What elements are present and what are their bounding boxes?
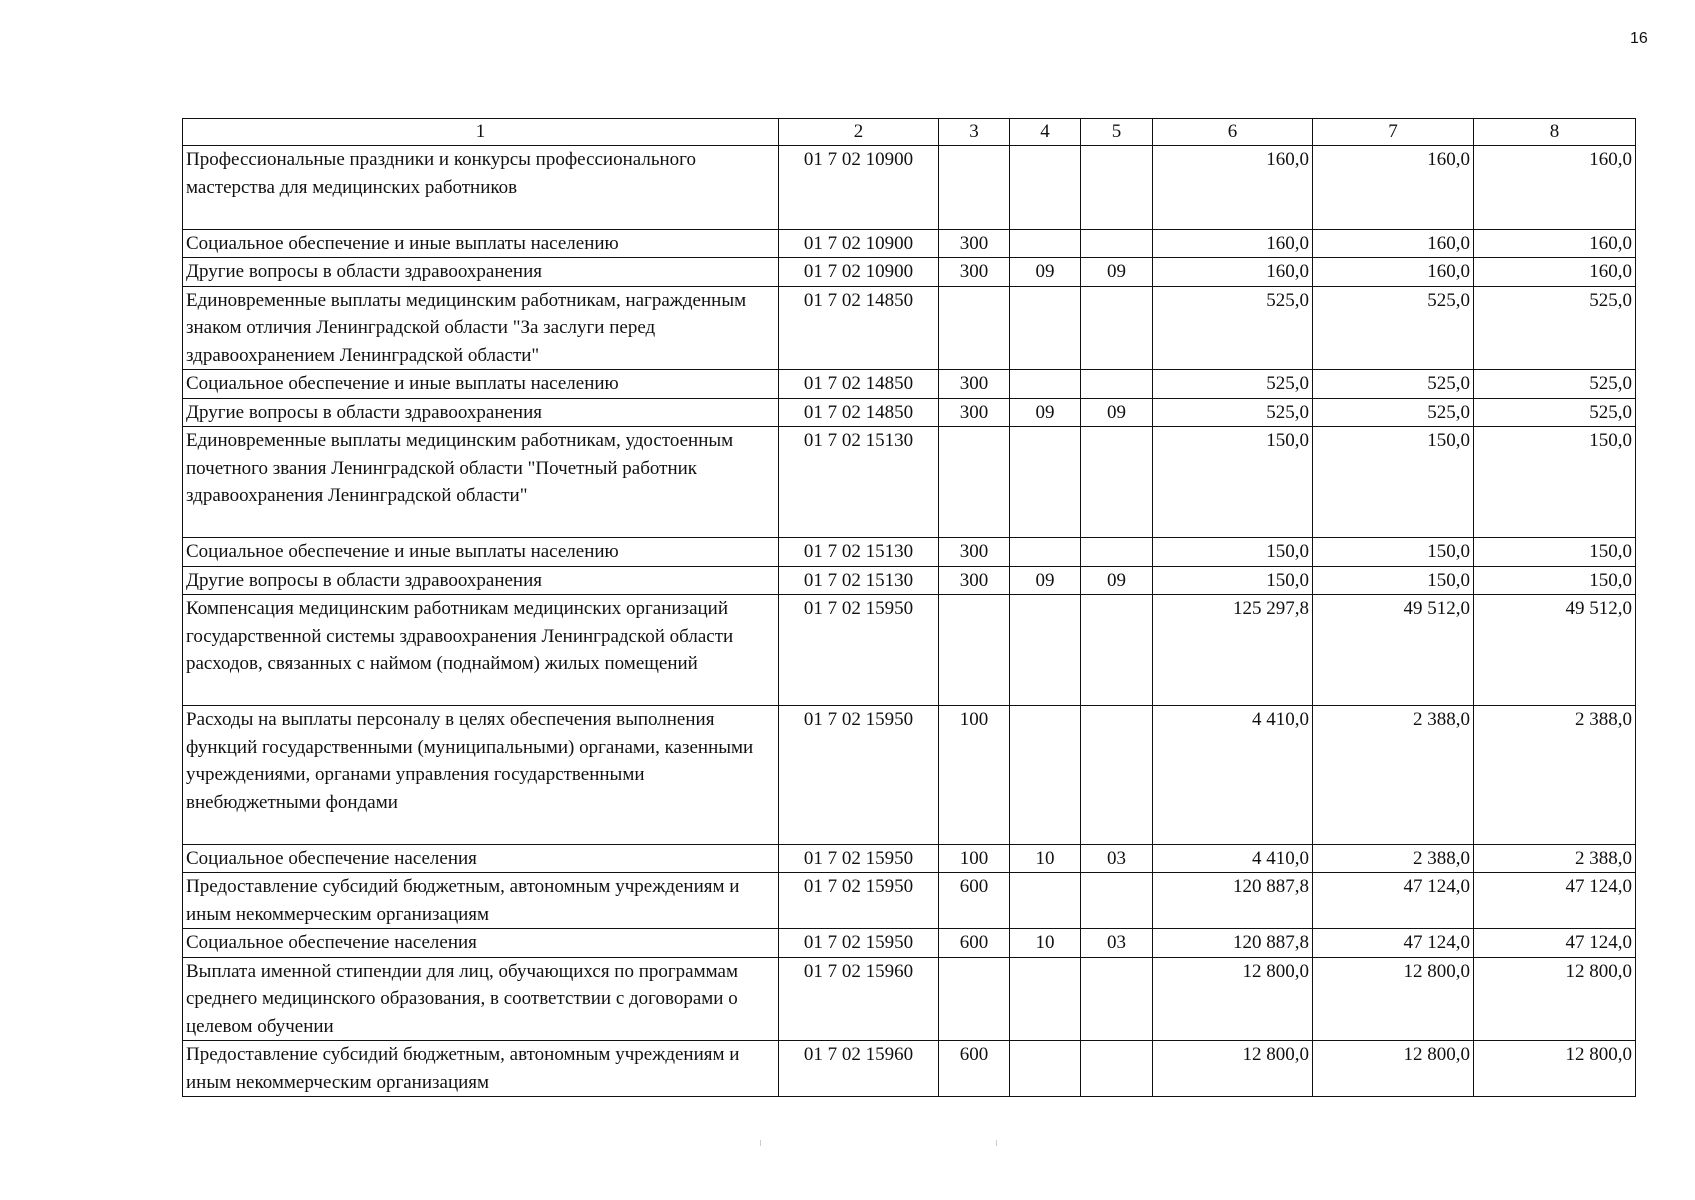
table-row [183, 706, 1636, 845]
row-name: Другие вопросы в области здравоохранения [183, 258, 779, 287]
row-col-5: 09 [1081, 258, 1153, 287]
row-value-7: 150,0 [1313, 566, 1474, 595]
row-col-4: 09 [1010, 566, 1081, 595]
row-value-8: 160,0 [1474, 229, 1636, 258]
row-value-7: 150,0 [1313, 538, 1474, 567]
row-value-7: 525,0 [1313, 286, 1474, 370]
row-name: Другие вопросы в области здравоохранения [183, 398, 779, 427]
row-col-3: 300 [939, 229, 1010, 258]
header-col-8: 8 [1474, 119, 1636, 146]
row-col-5 [1081, 427, 1153, 538]
row-name: Социальное обеспечение и иные выплаты населению [183, 538, 779, 567]
row-col-4 [1010, 146, 1081, 230]
row-name: Расходы на выплаты персоналу в целях обеспечения выполнения функций государственными (муниципальными) органами, казенными учреждениями, органами управления государственными внебюджетными фондами [183, 706, 779, 845]
row-col-3: 600 [939, 1041, 1010, 1097]
row-code: 01 7 02 15130 [779, 427, 939, 538]
row-name: Предоставление субсидий бюджетным, автономным учреждениям и иным некоммерческим организациям [183, 1041, 779, 1097]
table-row [183, 595, 1636, 706]
row-col-4 [1010, 370, 1081, 399]
row-code: 01 7 02 14850 [779, 398, 939, 427]
row-code: 01 7 02 15950 [779, 595, 939, 706]
header-col-3: 3 [939, 119, 1010, 146]
row-col-3: 100 [939, 706, 1010, 845]
row-col-5 [1081, 538, 1153, 567]
table-row [183, 844, 1636, 873]
row-col-5 [1081, 595, 1153, 706]
row-value-8: 160,0 [1474, 258, 1636, 287]
scan-mark [760, 1140, 761, 1146]
row-value-8: 49 512,0 [1474, 595, 1636, 706]
row-col-4 [1010, 427, 1081, 538]
row-col-4 [1010, 286, 1081, 370]
header-col-4: 4 [1010, 119, 1081, 146]
row-value-6: 12 800,0 [1153, 957, 1313, 1041]
table-row [183, 1041, 1636, 1097]
row-value-7: 525,0 [1313, 370, 1474, 399]
row-value-6: 120 887,8 [1153, 873, 1313, 929]
row-value-7: 160,0 [1313, 229, 1474, 258]
row-code: 01 7 02 10900 [779, 258, 939, 287]
row-code: 01 7 02 15950 [779, 873, 939, 929]
row-value-8: 525,0 [1474, 370, 1636, 399]
row-value-6: 525,0 [1153, 370, 1313, 399]
row-col-3 [939, 146, 1010, 230]
row-value-6: 160,0 [1153, 146, 1313, 230]
row-value-7: 12 800,0 [1313, 1041, 1474, 1097]
table-row [183, 286, 1636, 370]
row-value-7: 12 800,0 [1313, 957, 1474, 1041]
row-col-5 [1081, 229, 1153, 258]
row-col-4 [1010, 706, 1081, 845]
row-name: Социальное обеспечение и иные выплаты населению [183, 229, 779, 258]
table-row [183, 258, 1636, 287]
row-value-6: 150,0 [1153, 538, 1313, 567]
row-col-4 [1010, 595, 1081, 706]
row-value-6: 150,0 [1153, 566, 1313, 595]
row-code: 01 7 02 15960 [779, 1041, 939, 1097]
row-value-8: 2 388,0 [1474, 706, 1636, 845]
row-value-6: 160,0 [1153, 258, 1313, 287]
row-col-5: 03 [1081, 844, 1153, 873]
row-name: Профессиональные праздники и конкурсы профессионального мастерства для медицинских работников [183, 146, 779, 230]
row-col-3 [939, 427, 1010, 538]
row-col-5 [1081, 873, 1153, 929]
row-value-6: 120 887,8 [1153, 929, 1313, 958]
row-col-4 [1010, 873, 1081, 929]
table-row [183, 229, 1636, 258]
table-row [183, 538, 1636, 567]
row-name: Социальное обеспечение населения [183, 929, 779, 958]
row-value-8: 150,0 [1474, 538, 1636, 567]
row-col-4 [1010, 1041, 1081, 1097]
row-value-7: 2 388,0 [1313, 706, 1474, 845]
table-row [183, 427, 1636, 538]
row-name: Социальное обеспечение населения [183, 844, 779, 873]
row-value-7: 160,0 [1313, 146, 1474, 230]
row-value-6: 150,0 [1153, 427, 1313, 538]
row-col-3: 300 [939, 370, 1010, 399]
row-col-3: 600 [939, 929, 1010, 958]
row-col-4: 09 [1010, 258, 1081, 287]
row-col-4 [1010, 957, 1081, 1041]
row-value-6: 525,0 [1153, 286, 1313, 370]
row-col-3: 300 [939, 398, 1010, 427]
table-row [183, 370, 1636, 399]
scan-mark [996, 1140, 997, 1146]
row-value-8: 12 800,0 [1474, 957, 1636, 1041]
row-name: Предоставление субсидий бюджетным, автономным учреждениям и иным некоммерческим организациям [183, 873, 779, 929]
row-code: 01 7 02 15950 [779, 706, 939, 845]
row-col-3 [939, 286, 1010, 370]
table-row [183, 957, 1636, 1041]
row-value-6: 125 297,8 [1153, 595, 1313, 706]
row-col-3 [939, 595, 1010, 706]
row-value-6: 4 410,0 [1153, 706, 1313, 845]
row-value-8: 525,0 [1474, 286, 1636, 370]
row-col-3: 300 [939, 566, 1010, 595]
row-col-5: 09 [1081, 398, 1153, 427]
table-row [183, 566, 1636, 595]
row-name: Другие вопросы в области здравоохранения [183, 566, 779, 595]
row-col-4 [1010, 229, 1081, 258]
row-name: Социальное обеспечение и иные выплаты населению [183, 370, 779, 399]
row-name: Единовременные выплаты медицинским работникам, удостоенным почетного звания Ленинградской области "Почетный работник здравоохранения Ленинградской области" [183, 427, 779, 538]
row-value-8: 12 800,0 [1474, 1041, 1636, 1097]
header-col-2: 2 [779, 119, 939, 146]
row-value-8: 525,0 [1474, 398, 1636, 427]
row-col-4: 10 [1010, 929, 1081, 958]
row-col-5 [1081, 286, 1153, 370]
header-col-5: 5 [1081, 119, 1153, 146]
row-col-3 [939, 957, 1010, 1041]
table-header-row [183, 119, 1636, 146]
header-col-7: 7 [1313, 119, 1474, 146]
row-value-8: 150,0 [1474, 566, 1636, 595]
row-code: 01 7 02 15950 [779, 929, 939, 958]
header-col-1: 1 [183, 119, 779, 146]
row-value-7: 47 124,0 [1313, 929, 1474, 958]
header-col-6: 6 [1153, 119, 1313, 146]
row-code: 01 7 02 15950 [779, 844, 939, 873]
table-row [183, 146, 1636, 230]
row-name: Единовременные выплаты медицинским работникам, награжденным знаком отличия Ленинградской области "За заслуги перед здравоохранением Ленинградской области" [183, 286, 779, 370]
row-value-8: 160,0 [1474, 146, 1636, 230]
row-value-6: 12 800,0 [1153, 1041, 1313, 1097]
table-row [183, 929, 1636, 958]
page-number: 16 [1630, 30, 1648, 47]
table-row [183, 398, 1636, 427]
row-value-7: 49 512,0 [1313, 595, 1474, 706]
row-col-3: 600 [939, 873, 1010, 929]
row-col-5 [1081, 146, 1153, 230]
row-value-8: 150,0 [1474, 427, 1636, 538]
row-code: 01 7 02 14850 [779, 286, 939, 370]
row-col-3: 100 [939, 844, 1010, 873]
row-col-5 [1081, 1041, 1153, 1097]
row-code: 01 7 02 10900 [779, 146, 939, 230]
row-code: 01 7 02 15130 [779, 566, 939, 595]
row-value-7: 150,0 [1313, 427, 1474, 538]
row-col-5: 03 [1081, 929, 1153, 958]
row-value-6: 160,0 [1153, 229, 1313, 258]
row-value-7: 160,0 [1313, 258, 1474, 287]
row-name: Компенсация медицинским работникам медицинских организаций государственной системы здравоохранения Ленинградской области расходов, связанных с наймом (поднаймом) жилых помещений [183, 595, 779, 706]
row-col-4: 09 [1010, 398, 1081, 427]
row-code: 01 7 02 10900 [779, 229, 939, 258]
row-col-5 [1081, 706, 1153, 845]
row-code: 01 7 02 15130 [779, 538, 939, 567]
table-row [183, 873, 1636, 929]
row-value-8: 47 124,0 [1474, 873, 1636, 929]
row-col-3: 300 [939, 538, 1010, 567]
budget-table [182, 118, 1636, 1097]
row-col-5 [1081, 370, 1153, 399]
row-value-7: 525,0 [1313, 398, 1474, 427]
row-value-6: 525,0 [1153, 398, 1313, 427]
row-name: Выплата именной стипендии для лиц, обучающихся по программам среднего медицинского образования, в соответствии с договорами о целевом обучении [183, 957, 779, 1041]
row-value-8: 2 388,0 [1474, 844, 1636, 873]
row-col-5 [1081, 957, 1153, 1041]
row-col-4: 10 [1010, 844, 1081, 873]
row-value-8: 47 124,0 [1474, 929, 1636, 958]
row-value-7: 2 388,0 [1313, 844, 1474, 873]
row-code: 01 7 02 14850 [779, 370, 939, 399]
row-code: 01 7 02 15960 [779, 957, 939, 1041]
row-value-7: 47 124,0 [1313, 873, 1474, 929]
row-value-6: 4 410,0 [1153, 844, 1313, 873]
row-col-3: 300 [939, 258, 1010, 287]
row-col-4 [1010, 538, 1081, 567]
row-col-5: 09 [1081, 566, 1153, 595]
